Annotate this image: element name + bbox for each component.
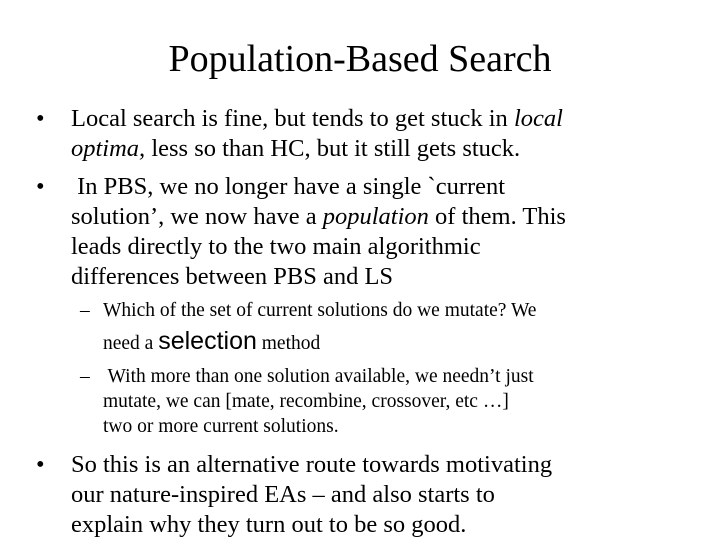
bullet-text	[71, 172, 676, 292]
bullet-marker: •	[36, 173, 45, 200]
text-run: less so than HC, but it still gets stuck.	[145, 135, 521, 162]
bullet-marker: •	[36, 105, 45, 132]
text-run-italic: local	[513, 105, 563, 132]
bullet-text	[71, 104, 676, 164]
subbullet-line: Which of the set of current solutions do we mutate? We	[103, 300, 537, 321]
subbullet-recombination	[80, 364, 660, 439]
bullet-line: So this is an alternative route towards motivating	[71, 451, 553, 478]
bullet-line: leads directly to the two main algorithmic	[71, 233, 481, 260]
subbullet-selection	[80, 298, 660, 361]
text-run-italic: optima,	[71, 135, 146, 162]
subbullet-line: With more than one solution available, we needn’t just	[103, 366, 534, 387]
bullet-marker: •	[36, 451, 45, 478]
subbullet-line: two or more current solutions.	[103, 416, 339, 437]
subbullet-marker: –	[80, 366, 90, 387]
bullet-alternative-route	[36, 450, 676, 540]
bullet-pbs	[36, 172, 676, 292]
bullet-line	[71, 104, 676, 134]
bullet-text	[71, 450, 676, 540]
text-run: of them. This	[428, 203, 566, 230]
text-run: Local search is fine, but tends to get stuck in	[71, 105, 514, 132]
bullet-local-search	[36, 104, 676, 164]
bullet-line: In PBS, we no longer have a single `current	[71, 173, 506, 200]
text-run: method	[256, 333, 321, 354]
text-run-italic: population	[322, 203, 429, 230]
subbullet-marker: –	[80, 300, 90, 321]
bullet-line: differences between PBS and LS	[71, 263, 394, 290]
subbullet-text	[103, 364, 660, 439]
subbullet-line: mutate, we can [mate, recombine, crossover, etc …]	[103, 391, 509, 412]
subbullet-text	[103, 298, 660, 361]
bullet-line: explain why they turn out to be so good.	[71, 511, 467, 538]
subbullet-line	[103, 324, 660, 361]
text-run: need a	[103, 333, 159, 354]
bullet-line	[71, 202, 676, 232]
bullet-line	[71, 134, 676, 164]
slide-title: Population-Based Search	[168, 38, 552, 80]
text-run: solution’, we now have a	[71, 203, 323, 230]
bullet-line: our nature-inspired EAs – and also starts to	[71, 481, 495, 508]
text-run-emphasis: selection	[158, 327, 257, 355]
